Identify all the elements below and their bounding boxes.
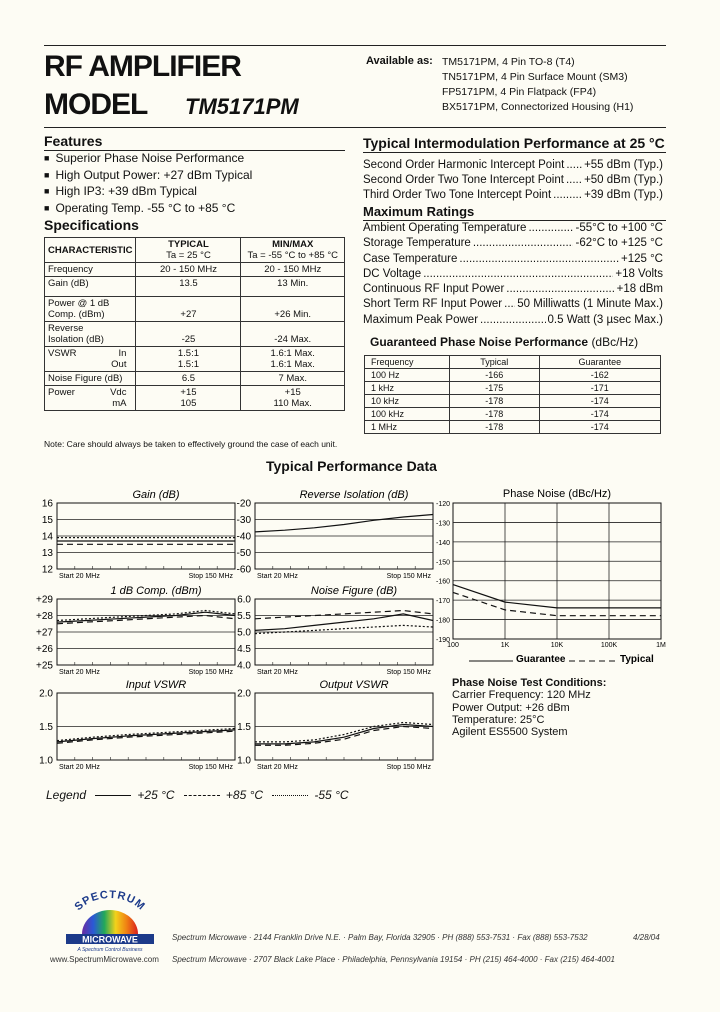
legend-dash-swatch — [184, 795, 220, 796]
available-label: Available as: — [366, 55, 433, 67]
y-tick-label: -190 — [435, 637, 450, 644]
chart-title: Output VSWR — [319, 679, 389, 691]
x-stop-label: Stop 150 MHz — [386, 573, 431, 580]
x-stop-label: Stop 150 MHz — [188, 573, 233, 580]
feature-item: ■ High IP3: +39 dBm Typical — [44, 184, 252, 201]
x-start-label: Start 20 MHz — [59, 573, 100, 580]
test-condition: Carrier Frequency: 120 MHz — [452, 689, 591, 702]
series-line — [255, 723, 433, 742]
spec-label: Power @ 1 dB Comp. (dBm) — [45, 297, 136, 322]
spectrum-logo — [60, 890, 160, 954]
series-line — [255, 614, 433, 631]
legend-entry: +85 °C — [225, 788, 264, 802]
footer-website[interactable]: www.SpectrumMicrowave.com — [50, 955, 159, 964]
spec-label: Noise Figure (dB) — [45, 372, 136, 386]
pn-header: Frequency — [365, 356, 450, 369]
y-tick-label: +27 — [36, 627, 53, 639]
rating-row: Continuous RF Input Power ..... +18 dBm — [363, 282, 663, 297]
table-row: 1 kHz -175 -171 — [365, 382, 661, 395]
y-tick-label: 4.5 — [237, 644, 251, 655]
intermod-title: Typical Intermodulation Performance at 25 °C — [363, 135, 665, 151]
chart-title: Reverse Isolation (dB) — [299, 489, 409, 501]
spec-typ: +27 — [136, 297, 241, 322]
spec-label: Reverse Isolation (dB) — [45, 322, 136, 347]
spec-typ: 13.5 — [136, 277, 241, 297]
spec-max: +26 Min. — [241, 297, 345, 322]
rating-row: Storage Temperature ..... -62°C to +125 °C — [363, 236, 663, 251]
y-tick-label: 1.0 — [237, 755, 251, 767]
spec-typ: -25 — [136, 322, 241, 347]
x-start-label: Start 20 MHz — [59, 669, 100, 676]
feature-item: ■ Operating Temp. -55 °C to +85 °C — [44, 201, 252, 218]
typ-header: TYPICAL Ta = 25 °C — [136, 238, 241, 263]
table-row: 100 Hz -166 -162 — [365, 369, 661, 382]
x-tick-label: 100K — [600, 642, 618, 649]
x-stop-label: Stop 150 MHz — [188, 764, 233, 771]
logo-word: MICROWAVE — [82, 934, 138, 945]
features-title: Features — [44, 133, 103, 149]
char-header: CHARACTERISTIC — [45, 238, 136, 263]
y-tick-label: -160 — [435, 578, 450, 586]
y-tick-label: 15 — [41, 515, 53, 526]
available-item: BX5171PM, Connectorized Housing (H1) — [442, 101, 634, 113]
x-start-label: Start 20 MHz — [257, 669, 298, 676]
pn-header: Typical — [450, 356, 540, 369]
available-item: TN5171PM, 4 Pin Surface Mount (SM3) — [442, 71, 628, 83]
spec-label: Power Vdc mA — [45, 386, 136, 411]
feature-item: ■ High Output Power: +27 dBm Typical — [44, 168, 252, 185]
test-condition: Power Output: +26 dBm — [452, 701, 570, 714]
spec-max: 13 Min. — [241, 277, 345, 297]
legend-entry: -55 °C — [314, 788, 349, 802]
rating-row: Short Term RF Input Power ..... 50 Milliwatts (1 Minute Max.) — [363, 297, 663, 312]
y-tick-label: -50 — [236, 548, 251, 559]
y-tick-label: 14 — [41, 531, 53, 543]
logo-tagline: A Spectrum Control Business — [77, 947, 143, 953]
x-start-label: Start 20 MHz — [59, 764, 100, 771]
available-item: FP5171PM, 4 Pin Flatpack (FP4) — [442, 86, 597, 98]
rating-row: Maximum Peak Power ..... 0.5 Watt (3 µsec Max.) — [363, 313, 663, 328]
spec-max: +15 110 Max. — [241, 386, 345, 411]
rating-row: Case Temperature ..... +125 °C — [363, 252, 663, 267]
x-tick-label: 10K — [550, 642, 564, 649]
y-tick-label: -20 — [236, 498, 251, 510]
chart-title: 1 dB Comp. (dBm) — [110, 585, 202, 597]
table-row: 1 MHz -178 -174 — [365, 421, 661, 434]
spec-typ: 20 - 150 MHz — [136, 263, 241, 277]
chart-title: Phase Noise (dBc/Hz) — [502, 488, 612, 500]
spec-label: VSWR In Out — [45, 347, 136, 372]
y-tick-label: -140 — [435, 539, 450, 547]
y-tick-label: -150 — [435, 559, 450, 567]
series-line — [255, 515, 433, 532]
y-tick-label: +25 — [36, 660, 53, 672]
table-row: 10 kHz -178 -174 — [365, 395, 661, 408]
y-tick-label: -40 — [236, 531, 251, 543]
chart-title: Input VSWR — [125, 679, 187, 691]
y-tick-label: 13 — [41, 548, 53, 559]
rating-row: DC Voltage ..... +18 Volts — [363, 267, 663, 282]
y-tick-label: 5.5 — [237, 611, 251, 622]
rating-row: Ambient Operating Temperature ..... -55°C to +100 °C — [363, 221, 663, 236]
legend-solid-swatch — [95, 795, 131, 796]
x-tick-label: 1K — [500, 642, 510, 649]
series-line — [255, 727, 433, 746]
spec-label: Gain (dB) — [45, 277, 136, 297]
available-item: TM5171PM, 4 Pin TO-8 (T4) — [442, 56, 575, 68]
y-tick-label: -120 — [435, 501, 450, 508]
spec-typ: 1.5:1 1.5:1 — [136, 347, 241, 372]
y-tick-label: 4.0 — [237, 660, 251, 672]
spec-max: 1.6:1 Max. 1.6:1 Max. — [241, 347, 345, 372]
pn-legend-typical: Typical — [620, 654, 654, 665]
intermod-row: Third Order Two Tone Intercept Point ..... +39 dBm (Typ.) — [363, 188, 663, 203]
x-tick-label: 1M — [656, 642, 666, 649]
spec-max: 20 - 150 MHz — [241, 263, 345, 277]
pn-header: Guarantee — [539, 356, 660, 369]
feature-item: ■ Superior Phase Noise Performance — [44, 151, 252, 168]
x-start-label: Start 20 MHz — [257, 573, 298, 580]
test-condition: Agilent ES5500 System — [452, 726, 568, 739]
y-tick-label: 1.0 — [39, 755, 53, 767]
footer-address-1: Spectrum Microwave · 2144 Franklin Drive N.E. · Palm Bay, Florida 32905 · PH (888) 553-7531 · Fax (888) 553-7532 — [172, 933, 588, 942]
y-tick-label: -170 — [435, 598, 450, 606]
y-tick-label: -130 — [435, 520, 450, 528]
legend-entry: +25 °C — [137, 788, 175, 802]
spec-max: -24 Max. — [241, 322, 345, 347]
y-tick-label: -60 — [236, 564, 251, 576]
pn-table-title: Guaranteed Phase Noise Performance (dBc/Hz) — [370, 335, 639, 349]
spec-note: Note: Care should always be taken to effectively ground the case of each unit. — [44, 439, 338, 449]
spec-label: Frequency — [45, 263, 136, 277]
footer-code: 4/28/04 — [633, 933, 660, 942]
spec-typ: 6.5 — [136, 372, 241, 386]
legend-dot-swatch — [272, 795, 308, 796]
y-tick-label: -30 — [236, 515, 251, 526]
max-ratings-title: Maximum Ratings — [363, 204, 475, 219]
perf-title: Typical Performance Data — [266, 458, 437, 474]
chart-title: Noise Figure (dB) — [310, 585, 398, 597]
y-tick-label: 2.0 — [237, 688, 251, 700]
x-stop-label: Stop 150 MHz — [188, 669, 233, 676]
y-tick-label: 16 — [41, 498, 53, 510]
x-start-label: Start 20 MHz — [257, 764, 298, 771]
x-stop-label: Stop 150 MHz — [386, 764, 431, 771]
intermod-row: Second Order Harmonic Intercept Point ..... +55 dBm (Typ.) — [363, 158, 663, 173]
rainbow-icon — [82, 910, 138, 934]
y-tick-label: +26 — [36, 644, 53, 655]
title-line1: RF AMPLIFIER — [44, 50, 241, 83]
pn-legend-guarantee: Guarantee — [516, 654, 566, 665]
footer-address-2: Spectrum Microwave · 2707 Black Lake Place · Philadelphia, Pennsylvania 19154 · PH (215) 464-4000 · Fax (215) 464-4001 — [172, 955, 615, 964]
y-tick-label: +29 — [36, 594, 53, 606]
logo-arc-text: SPECTRUM — [72, 890, 148, 914]
y-tick-label: -180 — [435, 617, 450, 625]
x-stop-label: Stop 150 MHz — [386, 669, 431, 676]
model-number: TM5171PM — [185, 94, 299, 119]
y-tick-label: 2.0 — [39, 688, 53, 700]
y-tick-label: 12 — [41, 564, 53, 576]
x-tick-label: 100 — [447, 642, 459, 649]
intermod-row: Second Order Two Tone Intercept Point ..... +50 dBm (Typ.) — [363, 173, 663, 188]
test-conditions-title: Phase Noise Test Conditions: — [452, 677, 607, 689]
test-conditions — [452, 677, 606, 738]
y-tick-label: 1.5 — [39, 722, 53, 733]
specifications-title: Specifications — [44, 217, 139, 233]
series-line — [57, 612, 235, 622]
y-tick-label: +28 — [36, 611, 53, 622]
max-header: MIN/MAX Ta = -55 °C to +85 °C — [241, 238, 345, 263]
series-line — [57, 730, 235, 742]
spec-typ: +15 105 — [136, 386, 241, 411]
legend — [46, 788, 349, 802]
chart-title: Gain (dB) — [132, 489, 180, 501]
title-line2: MODEL — [44, 88, 148, 121]
y-tick-label: 1.5 — [237, 722, 251, 733]
test-condition: Temperature: 25°C — [452, 713, 545, 726]
spec-max: 7 Max. — [241, 372, 345, 386]
table-row: 100 kHz -178 -174 — [365, 408, 661, 421]
legend-label: Legend — [46, 788, 87, 802]
y-tick-label: 6.0 — [237, 594, 251, 606]
y-tick-label: 5.0 — [237, 627, 251, 639]
